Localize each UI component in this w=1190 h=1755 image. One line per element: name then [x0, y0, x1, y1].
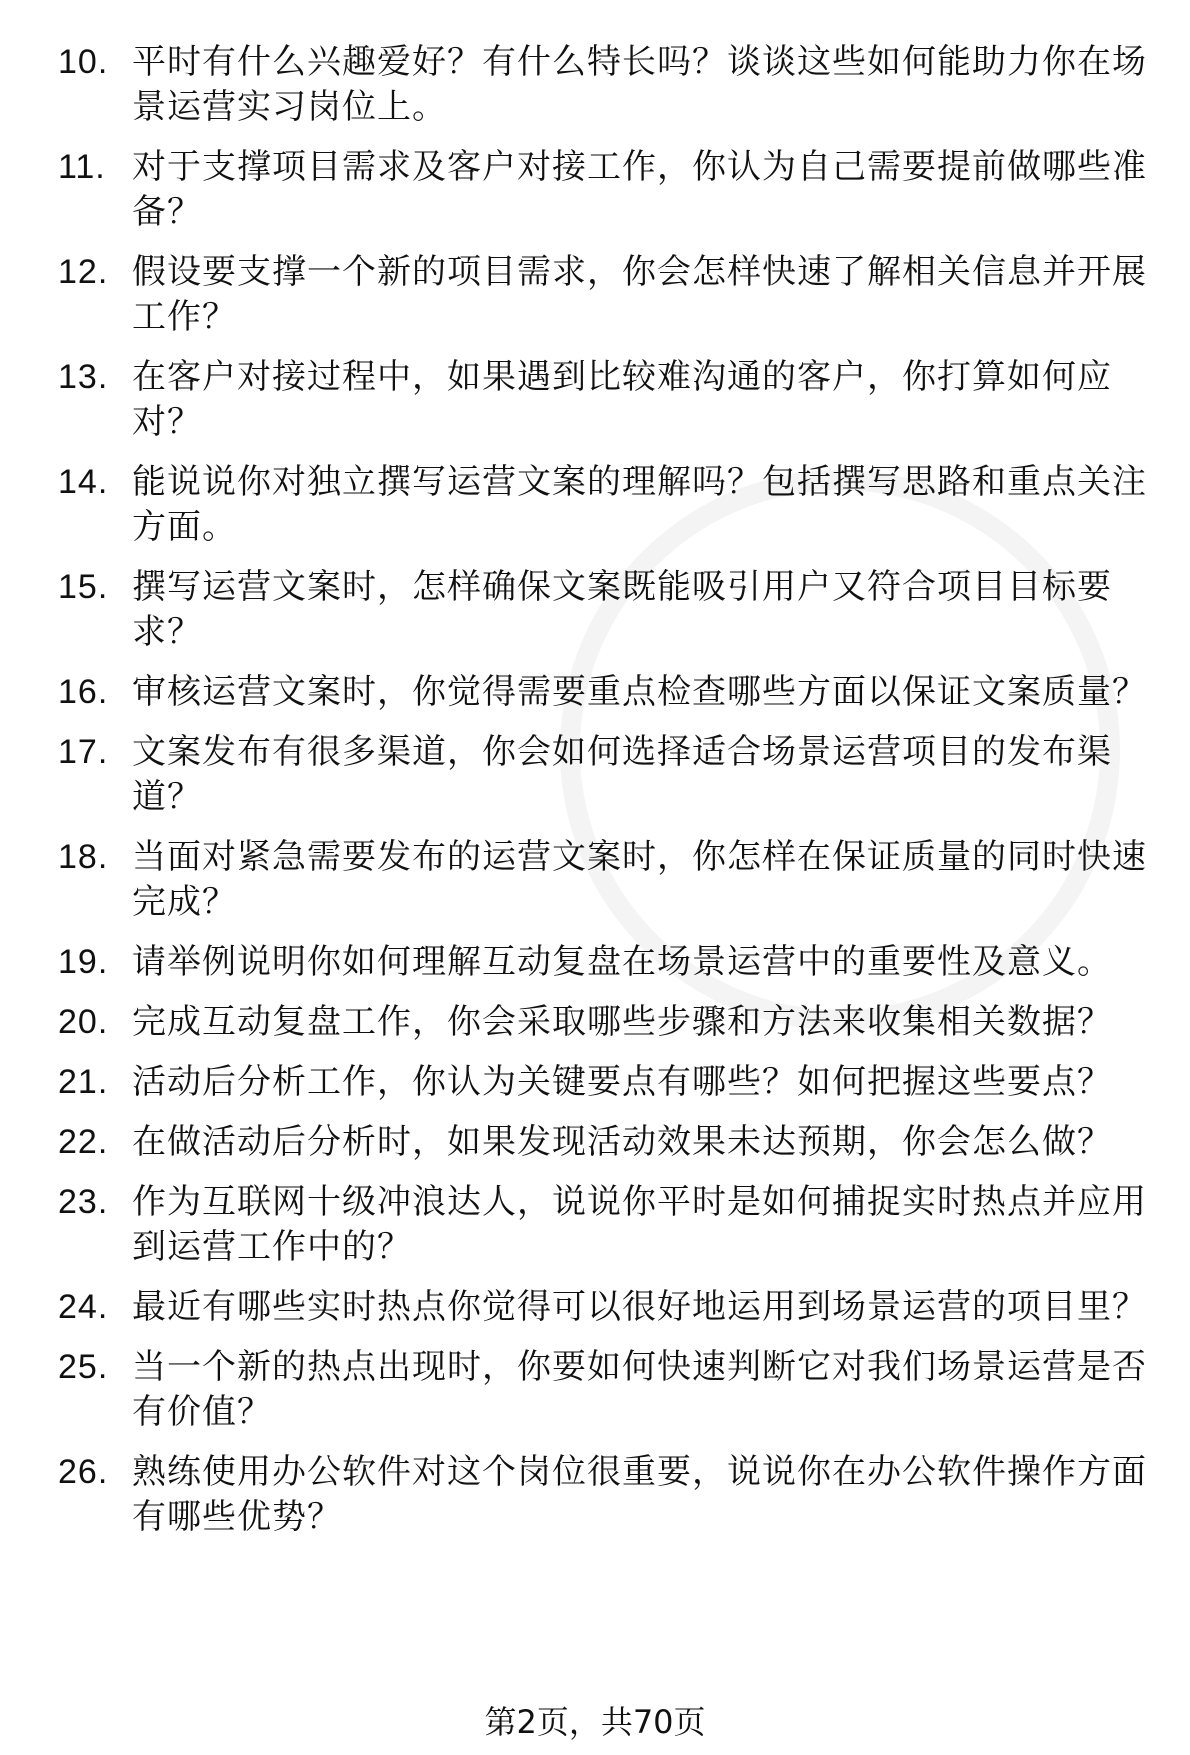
question-text: 当一个新的热点出现时，你要如何快速判断它对我们场景运营是否有价值？ — [132, 1347, 1147, 1432]
question-text: 对于支撑项目需求及客户对接工作，你认为自己需要提前做哪些准备？ — [132, 147, 1147, 232]
question-text: 请举例说明你如何理解互动复盘在场景运营中的重要性及意义。 — [132, 942, 1112, 982]
question-text: 文案发布有很多渠道，你会如何选择适合场景运营项目的发布渠道？ — [132, 732, 1112, 817]
question-item — [0, 670, 1190, 715]
question-number: 26. — [58, 1453, 109, 1491]
question-text: 能说说你对独立撰写运营文案的理解吗？包括撰写思路和重点关注方面。 — [132, 462, 1147, 547]
question-number: 12. — [58, 253, 109, 291]
question-item — [0, 1450, 1190, 1540]
question-text: 当面对紧急需要发布的运营文案时，你怎样在保证质量的同时快速完成？ — [132, 837, 1147, 922]
question-item — [0, 355, 1190, 445]
question-text: 完成互动复盘工作，你会采取哪些步骤和方法来收集相关数据？ — [132, 1002, 1112, 1042]
question-number: 23. — [58, 1183, 109, 1221]
question-item — [0, 1000, 1190, 1045]
question-item — [0, 835, 1190, 925]
question-number: 19. — [58, 943, 109, 981]
question-text: 假设要支撑一个新的项目需求，你会怎样快速了解相关信息并开展工作？ — [132, 252, 1147, 337]
question-text: 活动后分析工作，你认为关键要点有哪些？如何把握这些要点？ — [132, 1062, 1112, 1102]
question-number: 16. — [58, 673, 109, 711]
question-number: 22. — [58, 1123, 109, 1161]
question-number: 17. — [58, 733, 109, 771]
question-number: 24. — [58, 1288, 109, 1326]
question-item — [0, 1060, 1190, 1105]
question-item — [0, 1180, 1190, 1270]
question-number: 14. — [58, 463, 109, 501]
question-list — [0, 40, 1190, 1555]
question-item — [0, 565, 1190, 655]
question-number: 21. — [58, 1063, 109, 1101]
question-text: 审核运营文案时，你觉得需要重点检查哪些方面以保证文案质量？ — [132, 672, 1147, 712]
question-text: 最近有哪些实时热点你觉得可以很好地运用到场景运营的项目里？ — [132, 1287, 1147, 1327]
question-number: 20. — [58, 1003, 109, 1041]
question-number: 11. — [58, 148, 106, 186]
question-item — [0, 1345, 1190, 1435]
question-item — [0, 730, 1190, 820]
question-text: 作为互联网十级冲浪达人，说说你平时是如何捕捉实时热点并应用到运营工作中的？ — [132, 1182, 1147, 1267]
question-item — [0, 460, 1190, 550]
question-item — [0, 40, 1190, 130]
question-item — [0, 250, 1190, 340]
question-text: 在客户对接过程中，如果遇到比较难沟通的客户，你打算如何应对？ — [132, 357, 1112, 442]
question-number: 13. — [58, 358, 109, 396]
page-footer — [0, 1702, 1190, 1742]
page-number-label: 第2页，共70页 — [484, 1703, 706, 1741]
question-text: 熟练使用办公软件对这个岗位很重要，说说你在办公软件操作方面有哪些优势？ — [132, 1452, 1147, 1537]
question-text: 在做活动后分析时，如果发现活动效果未达预期，你会怎么做？ — [132, 1122, 1112, 1162]
question-item — [0, 1120, 1190, 1165]
question-item — [0, 145, 1190, 235]
question-item — [0, 1285, 1190, 1330]
question-number: 25. — [58, 1348, 109, 1386]
question-number: 10. — [58, 43, 109, 81]
question-text: 撰写运营文案时，怎样确保文案既能吸引用户又符合项目目标要求？ — [132, 567, 1112, 652]
question-text: 平时有什么兴趣爱好？有什么特长吗？谈谈这些如何能助力你在场景运营实习岗位上。 — [132, 42, 1147, 127]
question-number: 18. — [58, 838, 109, 876]
question-number: 15. — [58, 568, 109, 606]
question-item — [0, 940, 1190, 985]
